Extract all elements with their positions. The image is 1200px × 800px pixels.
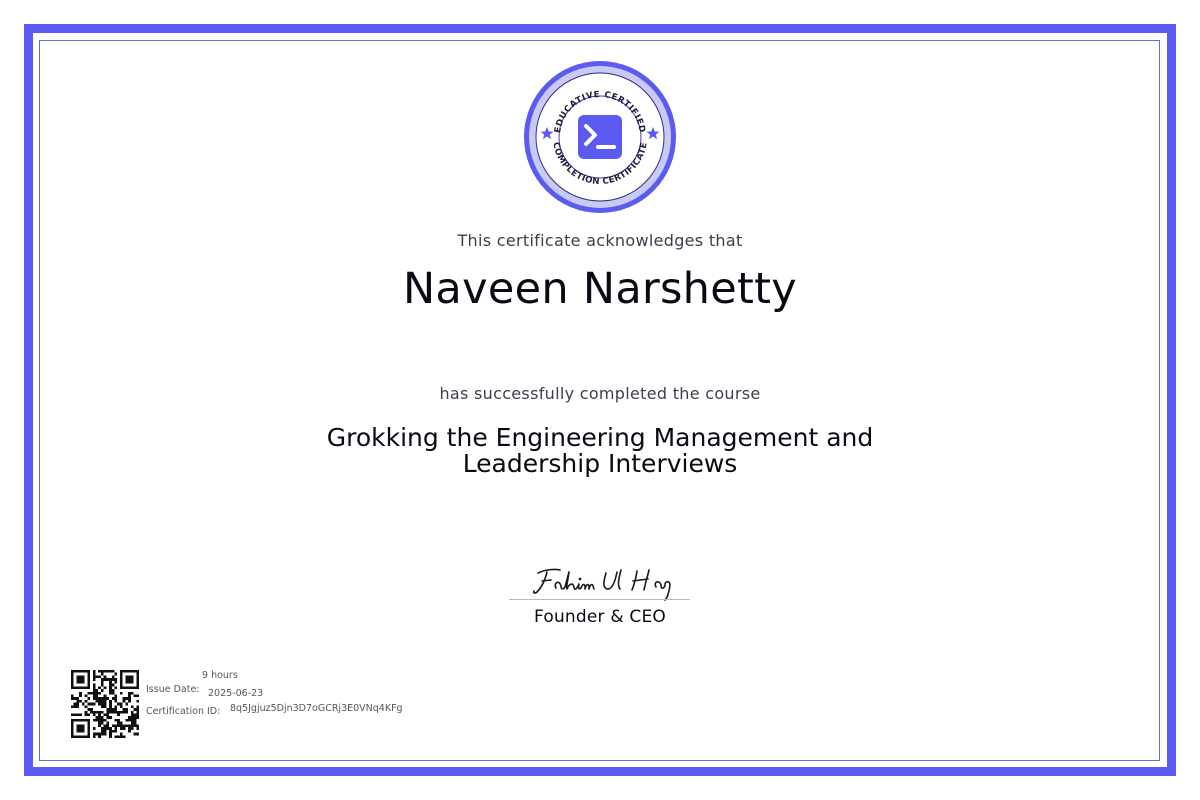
- seal-bottom-text: COMPLETION CERTIFICATE: [550, 141, 650, 188]
- qr-code[interactable]: [71, 670, 139, 738]
- issue-date-label: Issue Date:: [146, 684, 200, 695]
- signature: [520, 560, 680, 602]
- certification-id-label: Certification ID:: [146, 706, 221, 717]
- issue-date-value: 2025-06-23: [208, 688, 264, 699]
- course-title-line-1: Grokking the Engineering Management and: [326, 423, 874, 452]
- seal-top-text: EDUCATIVE CERTIFIED: [553, 89, 647, 134]
- signature-line: [509, 599, 690, 600]
- course-title-line-2: Leadership Interviews: [462, 449, 738, 478]
- course-title: [300, 425, 900, 477]
- acknowledgement-text: This certificate acknowledges that: [457, 231, 743, 250]
- signatory-role: Founder & CEO: [533, 607, 667, 627]
- completion-seal: [522, 59, 678, 215]
- recipient-name: Naveen Narshetty: [402, 264, 798, 314]
- course-duration: 9 hours: [202, 670, 238, 681]
- terminal-prompt-icon: [578, 115, 622, 159]
- completion-text: has successfully completed the course: [439, 384, 761, 403]
- certification-id-value: 8q5Jgjuz5Djn3D7oGCRj3E0VNq4KFg: [230, 703, 403, 714]
